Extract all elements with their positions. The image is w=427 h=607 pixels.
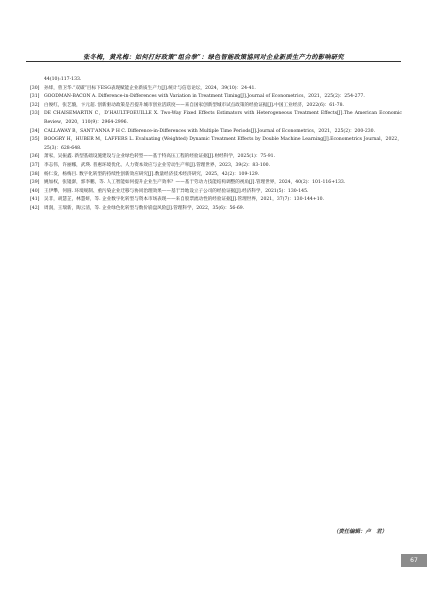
reference-text: GOODMAN-BACON A. Difference-in-Differences with Variation in Treatment Timing[J].Journal of Econometrics，2021，225(2)：254-277. (44, 94, 365, 100)
reference-item (30, 85, 402, 94)
reference-item (30, 102, 402, 111)
reference-item (30, 188, 402, 197)
reference-number: [39] (30, 180, 40, 186)
reference-item (30, 205, 402, 214)
reference-number: [37] (30, 162, 40, 168)
reference-text: DE CHAISEMARTIN C，D’HAULTFOEUILLE X. Two-Way Fixed Effects Estimators with Heterogeneous Treatment Effects[J].The American Economic Review，2020，110(9)：2964-2996. (44, 111, 402, 125)
reference-text: BOOGRY H，HUBER M，LAFFERS L. Evaluating (Weighted) Dynamic Treatment Effects by Double Machine Learning[J].Econometrics Journal，2022，25(3)：628-648. (44, 137, 402, 151)
reference-item (30, 93, 402, 102)
reference-number: [38] (30, 171, 40, 177)
reference-item (30, 162, 402, 171)
reference-text: 白俊红，张艺璇，卞元超. 创新驱动政策是否提升城市创业活跃度——来自国家创新型城市试点政策的经验证据[J].中国工业经济，2022(6)：61-78. (44, 102, 344, 108)
reference-item (30, 153, 402, 162)
reference-number: [31] (30, 94, 40, 100)
reference-list (30, 76, 402, 214)
reference-text: 吴非，胡慧芷，林慧妍，等. 企业数字化转型与资本市场表现——来自股票流动性的经验证据[J].管理世界，2021，37(7)：130-144+10. (44, 197, 325, 203)
reference-item (30, 171, 402, 180)
reference-number: [34] (30, 128, 40, 134)
reference-text: CALLAWAY B，SANT’ANNA P H C. Difference-in-Differences with Multiple Time Periods[J].Journal of Econometrics，2021，225(2)：200-230. (44, 128, 376, 134)
reference-text: 孙烽，曾卫华.“双碳”目标下ESG表现赋能企业新质生产力[J].统计与信息论坛，2024，39(10)：24-41. (44, 85, 256, 91)
reference-number: [40] (30, 188, 40, 194)
header-rule (26, 61, 401, 62)
reference-item (30, 136, 402, 153)
reference-item (30, 179, 402, 188)
reference-number: [35] (30, 137, 40, 143)
reference-item (30, 110, 402, 127)
reference-text: 萧家，吴振鑫. 新型基础设施建设与企业绿色转型——基于特高压工程的经验证据[J].财经科学，2025(1)：75-91. (44, 154, 276, 160)
reference-number: [41] (30, 197, 40, 203)
reference-number: [36] (30, 154, 40, 160)
reference-number: [42] (30, 205, 40, 211)
reference-continuation: 44(10):117-133. (44, 77, 82, 82)
reference-item (30, 128, 402, 137)
reference-text: 王伊攀，何圆. 环境规制、重污染企业迁移与协同治理效果——基于异地设立子公司的经验证据[J].经济科学，2021(5)：130-145. (44, 188, 309, 194)
responsible-editor: （责任编辑：卢 君） (333, 529, 387, 535)
reference-text: 李志伟，许丽娜，武瑛. 普惠环境优化、人力资本效应与企业劳动生产率[J].管理世界，2023，39(2)：83-100. (44, 162, 271, 168)
running-header: 张冬梅，黄兆梅：如何打好政策“组合拳”：绿色智能政策協同对企业新质生产力的影响研究 (83, 54, 344, 61)
reference-text: 周润，王瑞新，陶云清，等. 企业绿色化转型与数价崩盘风险[J].管理科学，2022，35(6)：56-69. (44, 205, 245, 211)
reference-item (30, 196, 402, 205)
reference-number: [32] (30, 102, 40, 108)
reference-text: 杨仁发，杨梅目. 数字化转型的持续性创新效应研究[J].数量经济技术经济研究，2025，42(2)：109-129. (44, 171, 260, 177)
reference-number: [30] (30, 85, 40, 91)
reference-number: [33] (30, 111, 40, 117)
page-number: 67 (401, 554, 427, 567)
reference-text: 姚加权，张锟澎，郭李鹏，等. 人工智能如何提升企业生产效率？——基于劳动力技能结构调整的视角[J].管理世界，2024，40(2)：101-116+133. (44, 180, 346, 186)
